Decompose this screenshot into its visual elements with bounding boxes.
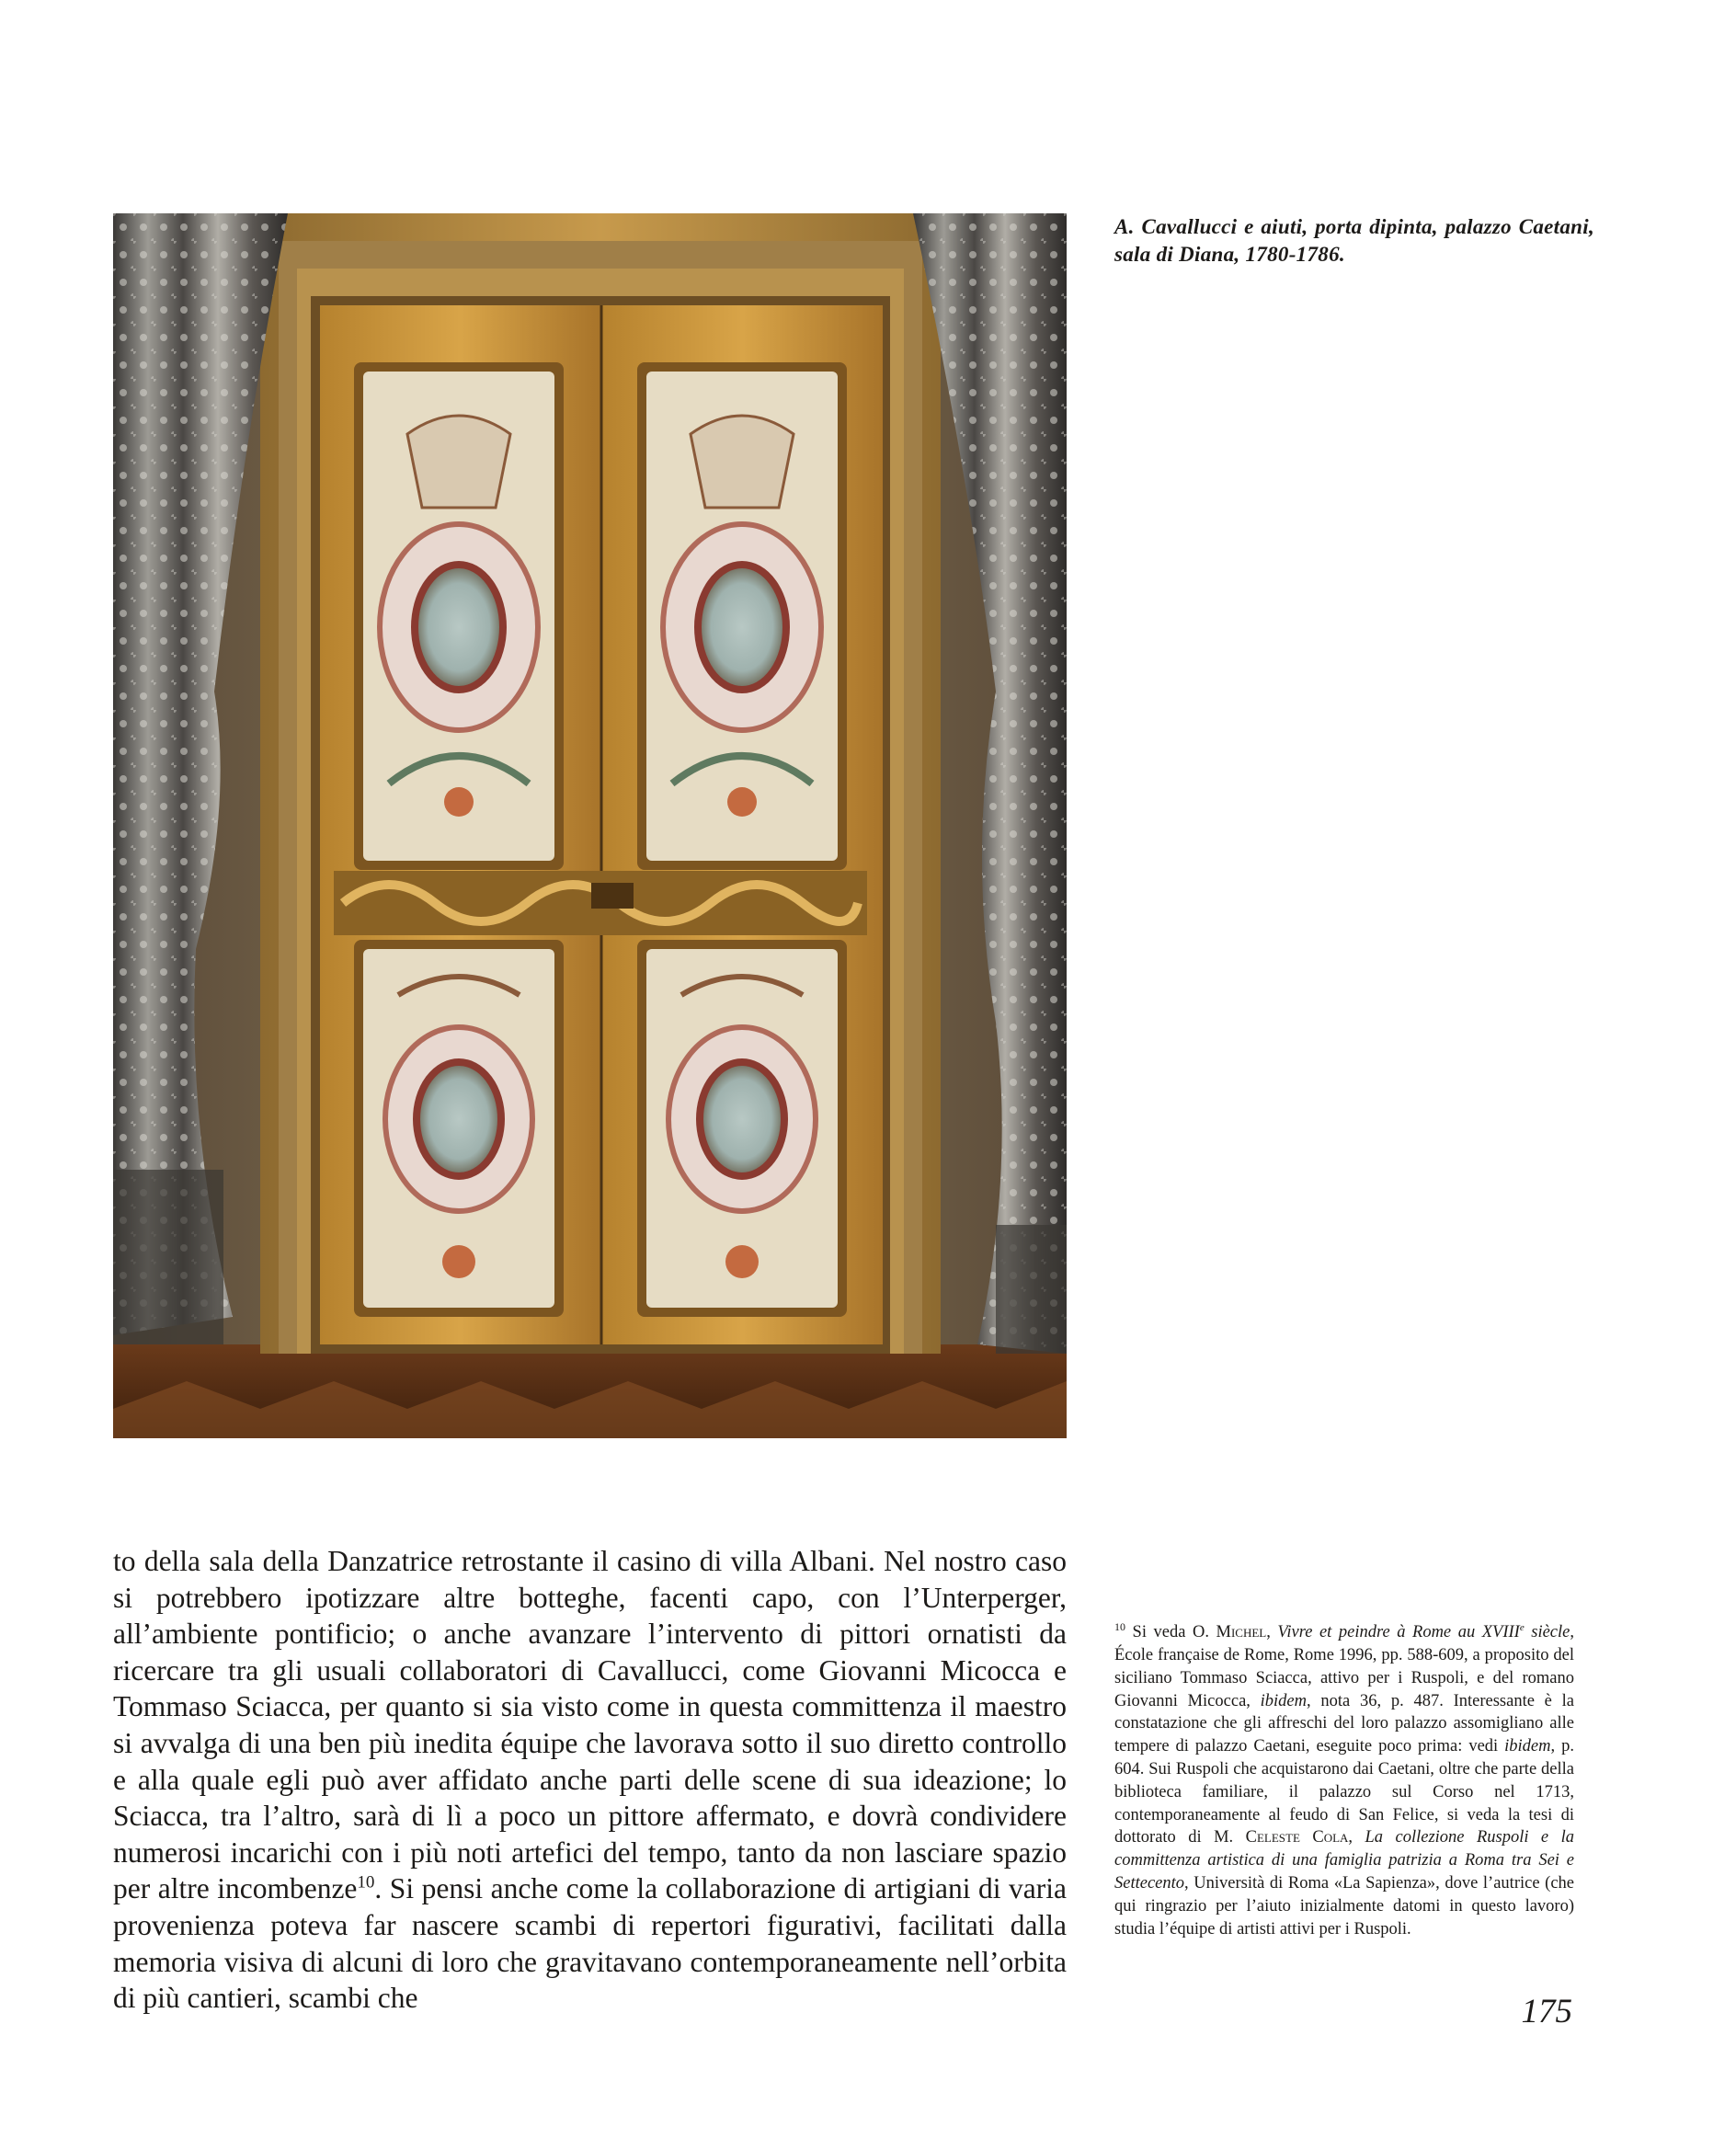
painted-door-photograph: [113, 213, 1067, 1438]
lower-left-panel: [354, 940, 564, 1317]
footnote-title-sup: e: [1519, 1622, 1525, 1633]
footnote-ibidem-1: ibidem: [1260, 1691, 1308, 1710]
figure-caption: A. Cavallucci e aiuti, porta dipinta, palazzo Caetani, sala di Diana, 1780-1786.: [1114, 215, 1594, 266]
footnote-text-6: ,: [1348, 1828, 1365, 1847]
body-text-after-note: . Si pensi anche come la collaborazione di artigiani di varia provenienza poteva far nascere scambi di repertori figurativi, facilitati dalla memoria visiva di alcuni di loro che gravitavano contemporaneamente nell’orbita di più cantieri, scambi che: [113, 1872, 1067, 2015]
door-illustration: [113, 213, 1067, 1438]
footnote-text-2: ,: [1266, 1623, 1278, 1642]
footnote: [1114, 1617, 1574, 1940]
footnote-title-ruspoli: La collezione Ruspoli e la committenza artistica di una famiglia patrizia a Roma tra Sei e Settecento: [1114, 1828, 1574, 1893]
footnote-text-4: , nota 36, p. 487. Interessante è la constatazione che gli affreschi del loro palazzo assomigliano alle tempere di palazzo Caetani, eseguite poco prima: vedi: [1114, 1691, 1574, 1756]
footnote-ibidem-2: ibidem: [1504, 1737, 1551, 1756]
footnote-title-vivre: Vivre et peindre à Rome au XVIII: [1277, 1623, 1520, 1642]
footnote-text-1: Si veda O.: [1125, 1623, 1216, 1642]
lower-right-panel: [637, 940, 847, 1317]
footnote-reference[interactable]: 10: [357, 1872, 375, 1893]
body-text-before-note: to della sala della Danzatrice retrostante il casino di villa Albani. Nel nostro caso si potrebbero ipotizzare altre botteghe, facenti capo, con l’Unterperger, all’ambiente pontificio; o anche avanzare l’intervento di pittori ornatisti da ricercare tra gli usuali collaboratori di Cavallucci, come Giovanni Micocca e Tommaso Sciacca, per quanto si sia visto come in questa committenza il maestro si avvalga di una ben più inedita équipe che lavorava sotto il suo diretto controllo e alla quale egli può aver affidato anche parti delle scene di sua ideazione; lo Sciacca, tra l’altro, sarà di lì a poco un pittore affermato, e dovrà condividere numerosi incarichi con i più noti artefici del tempo, tanto da non lasciare spazio per altre incombenze: [113, 1545, 1067, 1905]
footnote-title-siecle: siècle: [1524, 1623, 1570, 1642]
footnote-author-michel: Michel: [1216, 1623, 1267, 1642]
footnote-author-cola: Celeste Cola: [1245, 1828, 1349, 1847]
footnote-number: 10: [1114, 1620, 1125, 1633]
footnote-text-3: , École française de Rome, Rome 1996, pp. 588-609, a proposito del siciliano Tommaso Sciacca, attivo per i Ruspoli, e del romano Giovanni Micocca,: [1114, 1623, 1574, 1710]
upper-right-panel: [637, 362, 847, 870]
body-paragraph: [113, 1543, 1067, 2017]
footnote-text-7: , Università di Roma «La Sapienza», dove l’autrice (che qui ringrazio per l’aiuto inizialmente datomi in questo lavoro) studia l’équipe di artisti attivi per i Ruspoli.: [1114, 1873, 1574, 1938]
footnote-text-5: , p. 604. Sui Ruspoli che acquistarono dai Caetani, oltre che parte della biblioteca familiare, il palazzo sul Corso nel 1713, contemporaneamente al feudo di San Felice, si veda la tesi di dottorato di M.: [1114, 1737, 1574, 1847]
upper-left-panel: [354, 362, 564, 870]
page-number: 175: [1521, 1993, 1572, 2030]
